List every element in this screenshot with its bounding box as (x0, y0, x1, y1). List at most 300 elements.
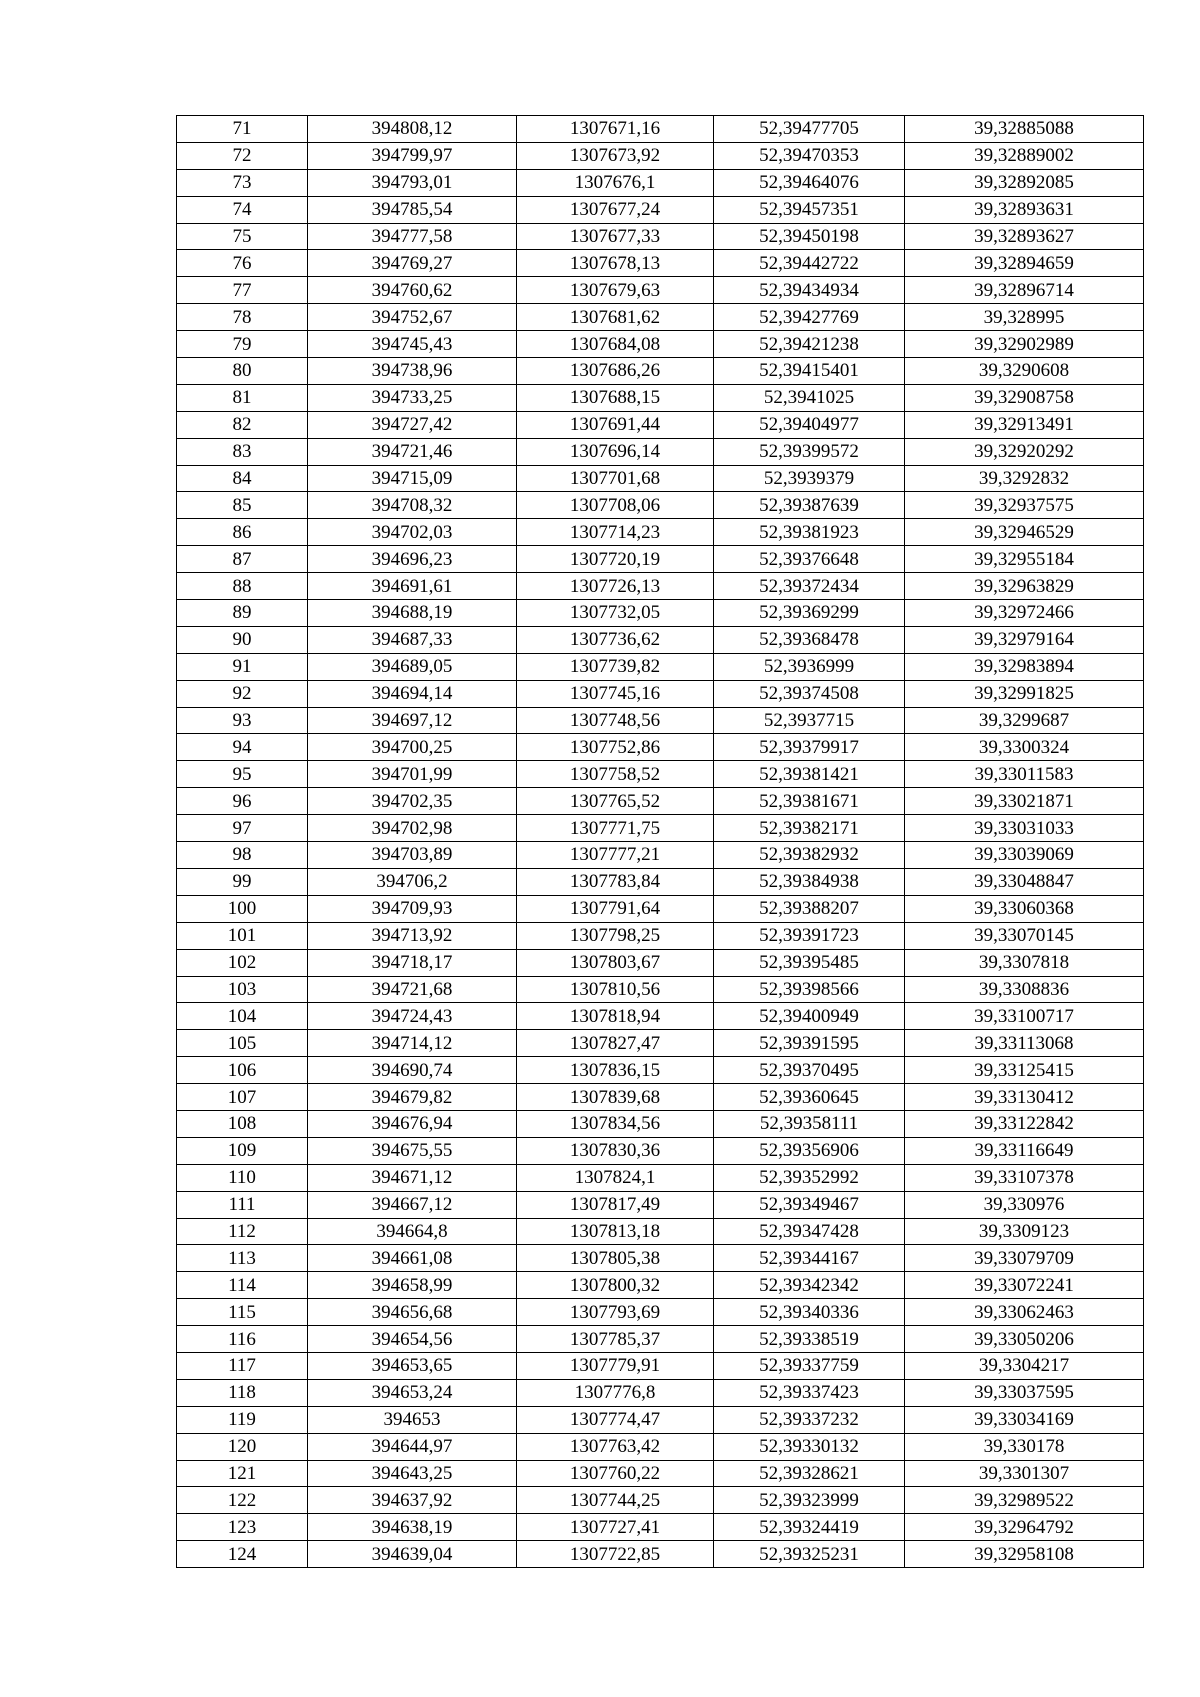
longitude-cell: 39,32908758 (905, 384, 1144, 411)
table-row (177, 653, 1144, 680)
x-coordinate-cell: 394702,98 (308, 815, 517, 842)
point-number-cell: 110 (177, 1164, 308, 1191)
latitude-cell: 52,39376648 (714, 546, 905, 573)
point-number-cell: 84 (177, 465, 308, 492)
point-number-cell: 95 (177, 761, 308, 788)
table-row (177, 1030, 1144, 1057)
longitude-cell: 39,33125415 (905, 1057, 1144, 1084)
table-row (177, 1272, 1144, 1299)
y-coordinate-cell: 1307763,42 (517, 1433, 714, 1460)
table-row (177, 196, 1144, 223)
y-coordinate-cell: 1307673,92 (517, 142, 714, 169)
longitude-cell: 39,33034169 (905, 1406, 1144, 1433)
latitude-cell: 52,39457351 (714, 196, 905, 223)
y-coordinate-cell: 1307688,15 (517, 384, 714, 411)
longitude-cell: 39,3300324 (905, 734, 1144, 761)
longitude-cell: 39,33072241 (905, 1272, 1144, 1299)
x-coordinate-cell: 394656,68 (308, 1299, 517, 1326)
latitude-cell: 52,39391595 (714, 1030, 905, 1057)
x-coordinate-cell: 394690,74 (308, 1057, 517, 1084)
point-number-cell: 98 (177, 842, 308, 869)
point-number-cell: 112 (177, 1218, 308, 1245)
latitude-cell: 52,39369299 (714, 600, 905, 627)
table-row (177, 223, 1144, 250)
longitude-cell: 39,32889002 (905, 142, 1144, 169)
latitude-cell: 52,39379917 (714, 734, 905, 761)
y-coordinate-cell: 1307803,67 (517, 949, 714, 976)
x-coordinate-cell: 394760,62 (308, 277, 517, 304)
y-coordinate-cell: 1307836,15 (517, 1057, 714, 1084)
longitude-cell: 39,32989522 (905, 1487, 1144, 1514)
y-coordinate-cell: 1307785,37 (517, 1326, 714, 1353)
y-coordinate-cell: 1307701,68 (517, 465, 714, 492)
y-coordinate-cell: 1307800,32 (517, 1272, 714, 1299)
point-number-cell: 100 (177, 895, 308, 922)
x-coordinate-cell: 394777,58 (308, 223, 517, 250)
latitude-cell: 52,3939379 (714, 465, 905, 492)
y-coordinate-cell: 1307684,08 (517, 331, 714, 358)
x-coordinate-cell: 394703,89 (308, 842, 517, 869)
longitude-cell: 39,330178 (905, 1433, 1144, 1460)
x-coordinate-cell: 394702,35 (308, 788, 517, 815)
point-number-cell: 85 (177, 492, 308, 519)
latitude-cell: 52,39381923 (714, 519, 905, 546)
latitude-cell: 52,39349467 (714, 1191, 905, 1218)
longitude-cell: 39,33021871 (905, 788, 1144, 815)
latitude-cell: 52,39368478 (714, 626, 905, 653)
x-coordinate-cell: 394654,56 (308, 1326, 517, 1353)
latitude-cell: 52,39404977 (714, 411, 905, 438)
point-number-cell: 105 (177, 1030, 308, 1057)
longitude-cell: 39,328995 (905, 304, 1144, 331)
x-coordinate-cell: 394702,03 (308, 519, 517, 546)
table-row (177, 1218, 1144, 1245)
point-number-cell: 93 (177, 707, 308, 734)
longitude-cell: 39,33070145 (905, 922, 1144, 949)
longitude-cell: 39,32893627 (905, 223, 1144, 250)
point-number-cell: 89 (177, 600, 308, 627)
y-coordinate-cell: 1307736,62 (517, 626, 714, 653)
point-number-cell: 72 (177, 142, 308, 169)
y-coordinate-cell: 1307793,69 (517, 1299, 714, 1326)
x-coordinate-cell: 394653,24 (308, 1379, 517, 1406)
longitude-cell: 39,33037595 (905, 1379, 1144, 1406)
table-row (177, 600, 1144, 627)
table-row (177, 734, 1144, 761)
latitude-cell: 52,39372434 (714, 573, 905, 600)
point-number-cell: 107 (177, 1084, 308, 1111)
x-coordinate-cell: 394653,65 (308, 1352, 517, 1379)
latitude-cell: 52,39344167 (714, 1245, 905, 1272)
longitude-cell: 39,3309123 (905, 1218, 1144, 1245)
x-coordinate-cell: 394700,25 (308, 734, 517, 761)
longitude-cell: 39,32964792 (905, 1514, 1144, 1541)
x-coordinate-cell: 394715,09 (308, 465, 517, 492)
longitude-cell: 39,3290608 (905, 358, 1144, 385)
point-number-cell: 116 (177, 1326, 308, 1353)
point-number-cell: 74 (177, 196, 308, 223)
longitude-cell: 39,32937575 (905, 492, 1144, 519)
table-row (177, 277, 1144, 304)
y-coordinate-cell: 1307830,36 (517, 1137, 714, 1164)
x-coordinate-cell: 394675,55 (308, 1137, 517, 1164)
point-number-cell: 106 (177, 1057, 308, 1084)
latitude-cell: 52,3941025 (714, 384, 905, 411)
point-number-cell: 87 (177, 546, 308, 573)
x-coordinate-cell: 394676,94 (308, 1110, 517, 1137)
table-row (177, 1191, 1144, 1218)
longitude-cell: 39,33113068 (905, 1030, 1144, 1057)
y-coordinate-cell: 1307824,1 (517, 1164, 714, 1191)
y-coordinate-cell: 1307722,85 (517, 1541, 714, 1568)
x-coordinate-cell: 394653 (308, 1406, 517, 1433)
point-number-cell: 86 (177, 519, 308, 546)
point-number-cell: 99 (177, 868, 308, 895)
table-row (177, 895, 1144, 922)
longitude-cell: 39,32983894 (905, 653, 1144, 680)
longitude-cell: 39,32913491 (905, 411, 1144, 438)
latitude-cell: 52,3937715 (714, 707, 905, 734)
x-coordinate-cell: 394785,54 (308, 196, 517, 223)
point-number-cell: 120 (177, 1433, 308, 1460)
table-row (177, 1084, 1144, 1111)
table-row (177, 304, 1144, 331)
table-row (177, 1352, 1144, 1379)
point-number-cell: 77 (177, 277, 308, 304)
y-coordinate-cell: 1307771,75 (517, 815, 714, 842)
longitude-cell: 39,330976 (905, 1191, 1144, 1218)
y-coordinate-cell: 1307677,33 (517, 223, 714, 250)
longitude-cell: 39,32958108 (905, 1541, 1144, 1568)
x-coordinate-cell: 394697,12 (308, 707, 517, 734)
point-number-cell: 92 (177, 680, 308, 707)
point-number-cell: 71 (177, 116, 308, 143)
latitude-cell: 52,39358111 (714, 1110, 905, 1137)
latitude-cell: 52,39370495 (714, 1057, 905, 1084)
y-coordinate-cell: 1307739,82 (517, 653, 714, 680)
y-coordinate-cell: 1307798,25 (517, 922, 714, 949)
longitude-cell: 39,33079709 (905, 1245, 1144, 1272)
point-number-cell: 82 (177, 411, 308, 438)
y-coordinate-cell: 1307783,84 (517, 868, 714, 895)
longitude-cell: 39,32902989 (905, 331, 1144, 358)
table-row (177, 384, 1144, 411)
latitude-cell: 52,39338519 (714, 1326, 905, 1353)
y-coordinate-cell: 1307676,1 (517, 169, 714, 196)
x-coordinate-cell: 394738,96 (308, 358, 517, 385)
x-coordinate-cell: 394661,08 (308, 1245, 517, 1272)
table-row (177, 761, 1144, 788)
table-row (177, 842, 1144, 869)
table-row (177, 465, 1144, 492)
table-row (177, 788, 1144, 815)
y-coordinate-cell: 1307691,44 (517, 411, 714, 438)
table-row (177, 949, 1144, 976)
latitude-cell: 52,39342342 (714, 1272, 905, 1299)
point-number-cell: 119 (177, 1406, 308, 1433)
longitude-cell: 39,3301307 (905, 1460, 1144, 1487)
x-coordinate-cell: 394799,97 (308, 142, 517, 169)
point-number-cell: 122 (177, 1487, 308, 1514)
latitude-cell: 52,39360645 (714, 1084, 905, 1111)
longitude-cell: 39,32894659 (905, 250, 1144, 277)
point-number-cell: 114 (177, 1272, 308, 1299)
point-number-cell: 94 (177, 734, 308, 761)
table-row (177, 707, 1144, 734)
x-coordinate-cell: 394643,25 (308, 1460, 517, 1487)
longitude-cell: 39,33062463 (905, 1299, 1144, 1326)
x-coordinate-cell: 394708,32 (308, 492, 517, 519)
x-coordinate-cell: 394644,97 (308, 1433, 517, 1460)
table-row (177, 1541, 1144, 1568)
table-row (177, 1379, 1144, 1406)
point-number-cell: 103 (177, 976, 308, 1003)
point-number-cell: 109 (177, 1137, 308, 1164)
table-row (177, 626, 1144, 653)
y-coordinate-cell: 1307678,13 (517, 250, 714, 277)
point-number-cell: 79 (177, 331, 308, 358)
latitude-cell: 52,39388207 (714, 895, 905, 922)
longitude-cell: 39,32920292 (905, 438, 1144, 465)
y-coordinate-cell: 1307758,52 (517, 761, 714, 788)
x-coordinate-cell: 394679,82 (308, 1084, 517, 1111)
point-number-cell: 73 (177, 169, 308, 196)
table-row (177, 250, 1144, 277)
y-coordinate-cell: 1307679,63 (517, 277, 714, 304)
longitude-cell: 39,32892085 (905, 169, 1144, 196)
y-coordinate-cell: 1307777,21 (517, 842, 714, 869)
longitude-cell: 39,32963829 (905, 573, 1144, 600)
longitude-cell: 39,32955184 (905, 546, 1144, 573)
latitude-cell: 52,39382932 (714, 842, 905, 869)
point-number-cell: 118 (177, 1379, 308, 1406)
longitude-cell: 39,3292832 (905, 465, 1144, 492)
point-number-cell: 76 (177, 250, 308, 277)
point-number-cell: 90 (177, 626, 308, 653)
y-coordinate-cell: 1307810,56 (517, 976, 714, 1003)
latitude-cell: 52,39399572 (714, 438, 905, 465)
latitude-cell: 52,39323999 (714, 1487, 905, 1514)
latitude-cell: 52,39421238 (714, 331, 905, 358)
latitude-cell: 52,39477705 (714, 116, 905, 143)
longitude-cell: 39,33011583 (905, 761, 1144, 788)
longitude-cell: 39,33107378 (905, 1164, 1144, 1191)
x-coordinate-cell: 394658,99 (308, 1272, 517, 1299)
x-coordinate-cell: 394706,2 (308, 868, 517, 895)
y-coordinate-cell: 1307727,41 (517, 1514, 714, 1541)
y-coordinate-cell: 1307732,05 (517, 600, 714, 627)
latitude-cell: 52,39328621 (714, 1460, 905, 1487)
latitude-cell: 52,39324419 (714, 1514, 905, 1541)
point-number-cell: 81 (177, 384, 308, 411)
latitude-cell: 52,39381671 (714, 788, 905, 815)
coordinates-table (176, 115, 1144, 1568)
table-row (177, 438, 1144, 465)
latitude-cell: 52,39347428 (714, 1218, 905, 1245)
point-number-cell: 75 (177, 223, 308, 250)
longitude-cell: 39,33100717 (905, 1003, 1144, 1030)
x-coordinate-cell: 394721,68 (308, 976, 517, 1003)
table-row (177, 815, 1144, 842)
y-coordinate-cell: 1307726,13 (517, 573, 714, 600)
table-row (177, 1406, 1144, 1433)
x-coordinate-cell: 394638,19 (308, 1514, 517, 1541)
x-coordinate-cell: 394664,8 (308, 1218, 517, 1245)
y-coordinate-cell: 1307720,19 (517, 546, 714, 573)
table-row (177, 1460, 1144, 1487)
x-coordinate-cell: 394733,25 (308, 384, 517, 411)
x-coordinate-cell: 394688,19 (308, 600, 517, 627)
x-coordinate-cell: 394718,17 (308, 949, 517, 976)
latitude-cell: 52,39427769 (714, 304, 905, 331)
y-coordinate-cell: 1307827,47 (517, 1030, 714, 1057)
table-row (177, 1326, 1144, 1353)
x-coordinate-cell: 394637,92 (308, 1487, 517, 1514)
table-row (177, 573, 1144, 600)
point-number-cell: 124 (177, 1541, 308, 1568)
y-coordinate-cell: 1307813,18 (517, 1218, 714, 1245)
y-coordinate-cell: 1307817,49 (517, 1191, 714, 1218)
y-coordinate-cell: 1307818,94 (517, 1003, 714, 1030)
y-coordinate-cell: 1307745,16 (517, 680, 714, 707)
x-coordinate-cell: 394691,61 (308, 573, 517, 600)
x-coordinate-cell: 394714,12 (308, 1030, 517, 1057)
point-number-cell: 115 (177, 1299, 308, 1326)
latitude-cell: 52,39387639 (714, 492, 905, 519)
table-row (177, 116, 1144, 143)
x-coordinate-cell: 394727,42 (308, 411, 517, 438)
x-coordinate-cell: 394721,46 (308, 438, 517, 465)
table-row (177, 1137, 1144, 1164)
table-row (177, 680, 1144, 707)
latitude-cell: 52,39464076 (714, 169, 905, 196)
point-number-cell: 78 (177, 304, 308, 331)
x-coordinate-cell: 394687,33 (308, 626, 517, 653)
latitude-cell: 52,39400949 (714, 1003, 905, 1030)
longitude-cell: 39,32885088 (905, 116, 1144, 143)
y-coordinate-cell: 1307839,68 (517, 1084, 714, 1111)
table-row (177, 1245, 1144, 1272)
latitude-cell: 52,39352992 (714, 1164, 905, 1191)
x-coordinate-cell: 394745,43 (308, 331, 517, 358)
y-coordinate-cell: 1307671,16 (517, 116, 714, 143)
longitude-cell: 39,32979164 (905, 626, 1144, 653)
longitude-cell: 39,32972466 (905, 600, 1144, 627)
x-coordinate-cell: 394639,04 (308, 1541, 517, 1568)
x-coordinate-cell: 394689,05 (308, 653, 517, 680)
longitude-cell: 39,33116649 (905, 1137, 1144, 1164)
x-coordinate-cell: 394724,43 (308, 1003, 517, 1030)
longitude-cell: 39,33050206 (905, 1326, 1144, 1353)
table-row (177, 519, 1144, 546)
point-number-cell: 108 (177, 1110, 308, 1137)
longitude-cell: 39,32991825 (905, 680, 1144, 707)
table-row (177, 1487, 1144, 1514)
point-number-cell: 123 (177, 1514, 308, 1541)
coordinates-table-body (177, 116, 1144, 1568)
point-number-cell: 101 (177, 922, 308, 949)
x-coordinate-cell: 394694,14 (308, 680, 517, 707)
point-number-cell: 102 (177, 949, 308, 976)
x-coordinate-cell: 394793,01 (308, 169, 517, 196)
x-coordinate-cell: 394671,12 (308, 1164, 517, 1191)
latitude-cell: 52,39337423 (714, 1379, 905, 1406)
y-coordinate-cell: 1307805,38 (517, 1245, 714, 1272)
table-row (177, 546, 1144, 573)
latitude-cell: 52,39391723 (714, 922, 905, 949)
longitude-cell: 39,3307818 (905, 949, 1144, 976)
latitude-cell: 52,39450198 (714, 223, 905, 250)
x-coordinate-cell: 394769,27 (308, 250, 517, 277)
point-number-cell: 88 (177, 573, 308, 600)
latitude-cell: 52,39374508 (714, 680, 905, 707)
y-coordinate-cell: 1307760,22 (517, 1460, 714, 1487)
table-row (177, 411, 1144, 438)
latitude-cell: 52,39382171 (714, 815, 905, 842)
latitude-cell: 52,39395485 (714, 949, 905, 976)
y-coordinate-cell: 1307748,56 (517, 707, 714, 734)
latitude-cell: 52,39356906 (714, 1137, 905, 1164)
y-coordinate-cell: 1307686,26 (517, 358, 714, 385)
longitude-cell: 39,32896714 (905, 277, 1144, 304)
table-row (177, 1164, 1144, 1191)
table-row (177, 976, 1144, 1003)
table-row (177, 1057, 1144, 1084)
latitude-cell: 52,39434934 (714, 277, 905, 304)
point-number-cell: 83 (177, 438, 308, 465)
latitude-cell: 52,39325231 (714, 1541, 905, 1568)
latitude-cell: 52,39340336 (714, 1299, 905, 1326)
point-number-cell: 117 (177, 1352, 308, 1379)
point-number-cell: 97 (177, 815, 308, 842)
longitude-cell: 39,33048847 (905, 868, 1144, 895)
y-coordinate-cell: 1307714,23 (517, 519, 714, 546)
longitude-cell: 39,3299687 (905, 707, 1144, 734)
table-row (177, 492, 1144, 519)
x-coordinate-cell: 394701,99 (308, 761, 517, 788)
longitude-cell: 39,33060368 (905, 895, 1144, 922)
y-coordinate-cell: 1307752,86 (517, 734, 714, 761)
point-number-cell: 80 (177, 358, 308, 385)
x-coordinate-cell: 394752,67 (308, 304, 517, 331)
x-coordinate-cell: 394713,92 (308, 922, 517, 949)
table-row (177, 331, 1144, 358)
y-coordinate-cell: 1307834,56 (517, 1110, 714, 1137)
x-coordinate-cell: 394709,93 (308, 895, 517, 922)
longitude-cell: 39,3308836 (905, 976, 1144, 1003)
x-coordinate-cell: 394696,23 (308, 546, 517, 573)
table-row (177, 1514, 1144, 1541)
latitude-cell: 52,39442722 (714, 250, 905, 277)
x-coordinate-cell: 394667,12 (308, 1191, 517, 1218)
y-coordinate-cell: 1307776,8 (517, 1379, 714, 1406)
latitude-cell: 52,39381421 (714, 761, 905, 788)
latitude-cell: 52,3936999 (714, 653, 905, 680)
longitude-cell: 39,32946529 (905, 519, 1144, 546)
latitude-cell: 52,39398566 (714, 976, 905, 1003)
y-coordinate-cell: 1307708,06 (517, 492, 714, 519)
y-coordinate-cell: 1307696,14 (517, 438, 714, 465)
table-row (177, 1299, 1144, 1326)
longitude-cell: 39,33122842 (905, 1110, 1144, 1137)
y-coordinate-cell: 1307791,64 (517, 895, 714, 922)
table-row (177, 358, 1144, 385)
longitude-cell: 39,3304217 (905, 1352, 1144, 1379)
point-number-cell: 121 (177, 1460, 308, 1487)
table-row (177, 868, 1144, 895)
latitude-cell: 52,39415401 (714, 358, 905, 385)
table-row (177, 169, 1144, 196)
